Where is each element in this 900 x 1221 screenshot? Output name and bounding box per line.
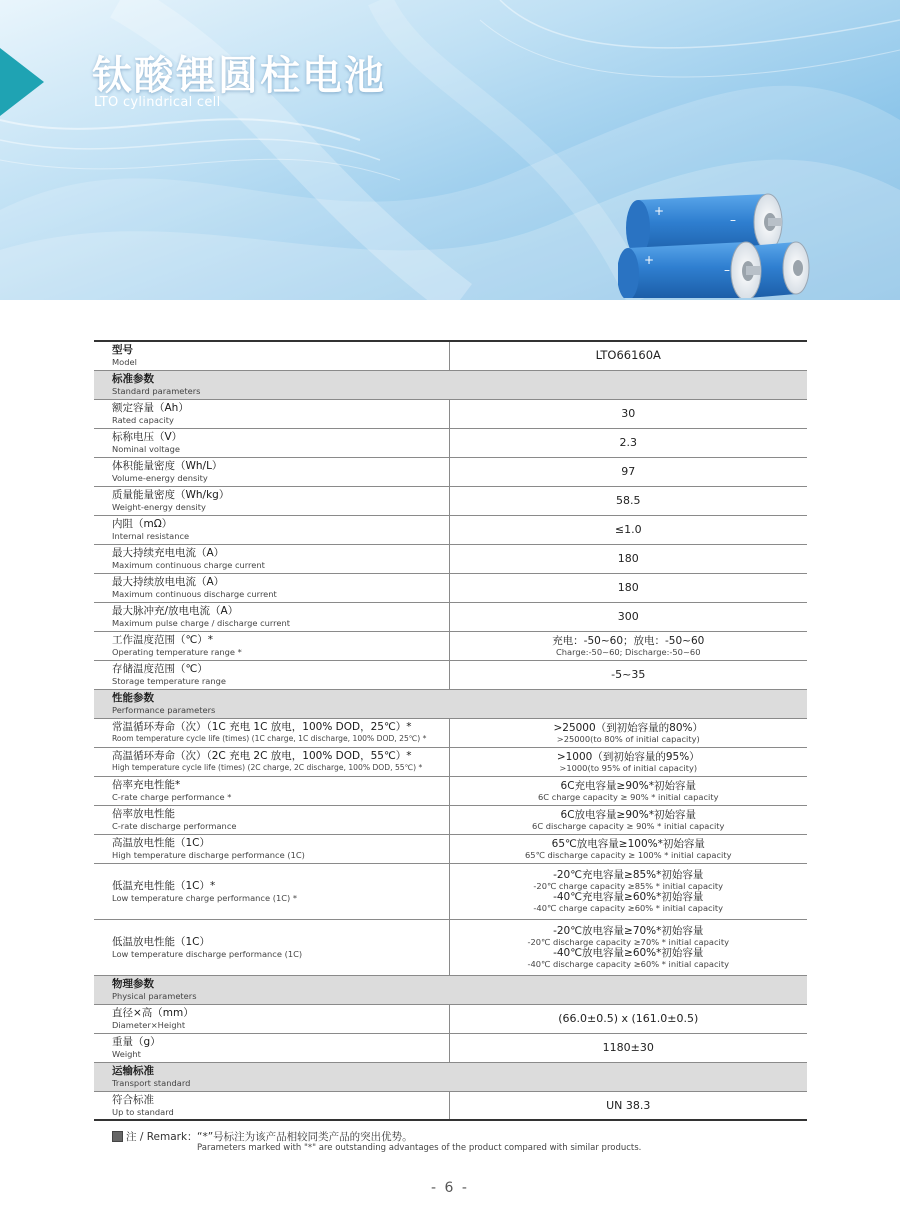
value-text: 180 [617,581,639,594]
value-text: 6C放电容量≥90%*初始容量 [560,808,696,821]
section-title-en: Physical parameters [112,991,197,1001]
label-en: High temperature discharge performance (1C) [112,850,305,860]
label-en: C-rate charge performance * [112,792,232,802]
label-zh: 质量能量密度（Wh/kg） [112,489,230,501]
section-title-en: Standard parameters [112,386,201,396]
value-text: 58.5 [616,494,641,507]
label-en: Weight-energy density [112,502,206,512]
table-row [94,631,807,660]
page-number: - 6 - [431,1180,469,1196]
label-zh: 内阻（mΩ） [112,518,173,530]
value-text: UN 38.3 [606,1098,651,1112]
table-row [94,428,807,457]
accent-arrow [0,48,44,116]
battery-cells-image [618,168,818,298]
table-row [94,1033,807,1062]
section-title-zh: 物理参数 [112,978,154,990]
label-zh: 直径×高（mm） [112,1007,194,1019]
value-text: 65℃放电容量≥100%*初始容量 [551,837,705,850]
label-zh: 高温放电性能（1C） [112,837,211,849]
label-en: Low temperature charge performance (1C) * [112,892,298,903]
value-text: -5~35 [611,668,646,681]
table-row [94,1091,807,1120]
label-zh: 体积能量密度（Wh/L） [112,460,223,472]
label-en: Room temperature cycle life (times) (1C charge, 1C discharge, 100% DOD, 25℃) * [112,734,427,743]
hero-banner [0,0,900,300]
table-row [94,399,807,428]
value-text: 充电：-50~60；放电：-50~60 [552,634,705,647]
label-en: Storage temperature range [112,676,227,686]
label-zh: 倍率放电性能 [112,808,175,820]
page-subtitle: LTO cylindrical cell [94,95,221,110]
label-en: Weight [112,1049,141,1059]
remark-label: 注 / Remark： [126,1131,198,1143]
value-text: 97 [621,465,636,478]
value-text-en: 6C discharge capacity ≥ 90% * initial capacity [532,820,725,831]
label-zh: 最大持续放电电流（A） [112,576,225,588]
label-zh: 重量（g） [112,1036,161,1048]
value-text-en: -20℃ charge capacity ≥85% * initial capacity [533,881,724,891]
section-header-performance [94,689,807,718]
value-text-en: -20℃ discharge capacity ≥70% * initial capacity [527,937,730,947]
value-text: >25000（到初始容量的80%） [553,721,704,734]
svg-text:+: + [644,253,655,267]
label-zh: 常温循环寿命（次）（1C 充电 1C 放电，100% DOD，25℃）* [112,721,412,733]
label-zh: 符合标准 [112,1093,154,1106]
table-row [94,919,807,975]
svg-text:–: – [730,213,736,227]
value-text: (66.0±0.5) x (161.0±0.5) [558,1012,699,1025]
page-title: 钛酸锂圆柱电池 [92,53,386,99]
table-row [94,457,807,486]
label-zh: 高温循环寿命（次）（2C 充电 2C 放电，100% DOD，55℃）* [112,750,412,762]
table-row [94,776,807,805]
value-text: 30 [621,407,636,420]
value-text-en: -40℃ charge capacity ≥60% * initial capacity [533,903,724,913]
label-en: Volume-energy density [112,473,208,483]
label-en: Operating temperature range * [112,647,242,657]
label-en: Maximum pulse charge / discharge current [112,618,291,628]
value-text-en: Charge:-50~60; Discharge:-50~60 [556,646,701,657]
value-text-en: 65℃ discharge capacity ≥ 100% * initial capacity [525,849,732,860]
label-zh: 最大持续充电电流（A） [112,547,225,559]
section-header-transport [94,1062,807,1091]
value-text: 6C充电容量≥90%*初始容量 [560,779,696,792]
label-en: Internal resistance [112,531,190,541]
value-text-en: 6C charge capacity ≥ 90% * initial capacity [538,791,719,802]
label-en: Up to standard [112,1106,174,1117]
label-zh: 额定容量（Ah） [112,402,189,414]
table-row [94,1004,807,1033]
value-text: 1180±30 [602,1041,654,1054]
section-header-standard [94,370,807,399]
section-header-physical [94,975,807,1004]
value-text: 180 [617,552,639,565]
label-zh: 最大脉冲充/放电电流（A） [112,605,239,617]
table-row [94,834,807,863]
spec-table [94,340,807,1121]
label-en: Diameter×Height [112,1020,186,1030]
table-row [94,747,807,776]
value-text: ≤1.0 [614,523,642,536]
label-en: High temperature cycle life (times) (2C charge, 2C discharge, 100% DOD, 55℃) * [112,763,423,772]
table-row [94,544,807,573]
label-en: Rated capacity [112,415,174,425]
label-en: Model [112,357,137,368]
model-value: LTO66160A [595,348,661,363]
svg-text:+: + [654,204,665,218]
label-zh: 型号 [112,344,133,357]
table-row [94,602,807,631]
label-zh: 存储温度范围（℃） [112,663,208,675]
value-text: >1000（到初始容量的95%） [556,750,700,763]
section-title-en: Transport standard [112,1078,191,1088]
label-en: Maximum continuous charge current [112,560,265,570]
label-en: Nominal voltage [112,444,180,454]
row-value [449,341,807,370]
row-label [94,341,449,370]
section-title-zh: 运输标准 [112,1065,154,1077]
label-zh: 倍率充电性能* [112,779,181,791]
section-title-en: Performance parameters [112,705,216,715]
label-zh: 低温充电性能（1C）* [112,879,216,892]
table-row [94,805,807,834]
label-zh: 标称电压（V） [112,431,183,443]
value-text-en: >1000(to 95% of initial capacity) [559,762,698,773]
table-row [94,341,807,370]
value-text: -20℃充电容量≥85%*初始容量 [553,869,704,881]
table-row [94,486,807,515]
value-text: -40℃放电容量≥60%*初始容量 [553,947,704,959]
remark-text-zh: “*”号标注为该产品相较同类产品的突出优势。 [197,1131,413,1143]
value-text-en: -40℃ discharge capacity ≥60% * initial capacity [527,959,730,969]
value-text-en: >25000(to 80% of initial capacity) [556,733,700,744]
table-row [94,718,807,747]
table-row [94,660,807,689]
value-text: -20℃放电容量≥70%*初始容量 [553,925,704,937]
table-row [94,515,807,544]
remark-text-en: Parameters marked with "*" are outstanding advantages of the product compared with similar products. [197,1143,642,1153]
section-title-zh: 性能参数 [112,692,154,704]
label-en: Low temperature discharge performance (1C) [112,948,303,959]
note-square-icon [112,1131,123,1142]
table-row [94,573,807,602]
svg-text:–: – [724,263,730,277]
table-row [94,863,807,919]
value-text: 300 [617,610,639,623]
value-text: 2.3 [619,436,637,449]
value-text: -40℃充电容量≥60%*初始容量 [553,891,704,903]
label-en: Maximum continuous discharge current [112,589,277,599]
section-title-zh: 标准参数 [112,373,154,385]
label-zh: 工作温度范围（℃）* [112,634,214,646]
label-en: C-rate discharge performance [112,821,237,831]
label-zh: 低温放电性能（1C） [112,935,211,948]
